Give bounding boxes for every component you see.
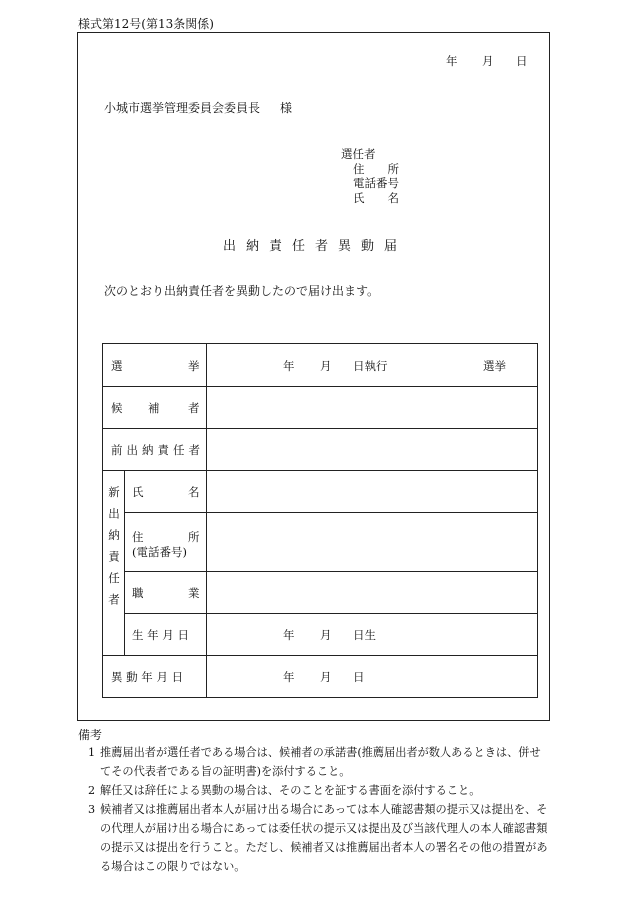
birthdate-label: 生 年 月 日 bbox=[132, 628, 189, 642]
new-treasurer-label: 新出納責任者 bbox=[107, 486, 121, 615]
note-text: 解任又は辞任による異動の場合は、そのことを証する書面を添付すること。 bbox=[100, 784, 481, 797]
election-executed: 日執行 bbox=[353, 359, 388, 373]
document-title: 出納責任者異動届 bbox=[222, 239, 407, 254]
change-month: 月 bbox=[320, 670, 332, 684]
candidate-char-1: 候 bbox=[111, 401, 123, 415]
address-label-left: 住 bbox=[132, 530, 144, 544]
date-month: 月 bbox=[482, 54, 494, 68]
candidate-char-2: 補 bbox=[148, 401, 160, 415]
name-label-right: 名 bbox=[188, 485, 200, 499]
birth-year: 年 bbox=[283, 628, 295, 642]
note-number: 1 bbox=[88, 746, 96, 759]
table-rule bbox=[124, 512, 537, 513]
note-text: 推薦届出者が選任者である場合は、候補者の承諾書(推薦届出者が数人あるときは、併せてその代表者である旨の証明書)を添付すること。 bbox=[100, 746, 541, 778]
table-rule bbox=[103, 428, 537, 429]
election-label-left: 選 bbox=[111, 359, 123, 373]
change-year: 年 bbox=[283, 670, 295, 684]
date-year: 年 bbox=[446, 54, 458, 68]
election-year: 年 bbox=[283, 359, 295, 373]
address-phone-sub: (電話番号) bbox=[132, 545, 187, 559]
occupation-label-left: 職 bbox=[132, 586, 144, 600]
table-rule bbox=[206, 344, 207, 697]
election-suffix: 選挙 bbox=[483, 359, 506, 373]
change-day: 日 bbox=[353, 670, 365, 684]
candidate-char-3: 者 bbox=[188, 401, 200, 415]
birth-day: 日生 bbox=[353, 628, 376, 642]
name-label-left: 氏 bbox=[132, 485, 144, 499]
appointer-name: 氏 名 bbox=[353, 191, 399, 205]
table-rule bbox=[124, 470, 125, 655]
election-month: 月 bbox=[320, 359, 332, 373]
table-rule bbox=[103, 386, 537, 387]
table-rule bbox=[103, 470, 537, 471]
date-day: 日 bbox=[516, 54, 528, 68]
change-date-label: 異 動 年 月 日 bbox=[111, 670, 184, 684]
prev-treasurer-label: 前出納責任者 bbox=[111, 443, 204, 457]
appointer-address: 住 所 bbox=[353, 162, 399, 176]
occupation-label-right: 業 bbox=[188, 586, 200, 600]
intro-text: 次のとおり出納責任者を異動したので届け出ます。 bbox=[104, 284, 380, 298]
election-label-right: 挙 bbox=[188, 359, 200, 373]
note-number: 3 bbox=[88, 803, 96, 816]
note-text: 候補者又は推薦届出者本人が届け出る場合にあっては本人確認書類の提示又は提出を、その代理人が届け出る場合にあっては委任状の提示又は提出及び当該代理人の本人確認書類の提示又は提出を行うこと。ただし、候補者又は推薦届出者本人の署名その他の措置がある場合はこの限りではない。 bbox=[100, 803, 548, 873]
honorific: 様 bbox=[280, 101, 293, 115]
appointer-title: 選任者 bbox=[341, 147, 376, 161]
address-label-right: 所 bbox=[188, 530, 200, 544]
note-number: 2 bbox=[88, 784, 96, 797]
change-table bbox=[102, 343, 538, 698]
appointer-phone: 電話番号 bbox=[353, 176, 399, 190]
birth-month: 月 bbox=[320, 628, 332, 642]
form-number-label: 様式第12号(第13条関係) bbox=[78, 17, 214, 31]
table-rule bbox=[103, 655, 537, 656]
table-rule bbox=[124, 571, 537, 572]
notes-heading: 備考 bbox=[78, 728, 103, 742]
addressee: 小城市選挙管理委員会委員長 bbox=[104, 101, 261, 115]
table-rule bbox=[124, 613, 537, 614]
